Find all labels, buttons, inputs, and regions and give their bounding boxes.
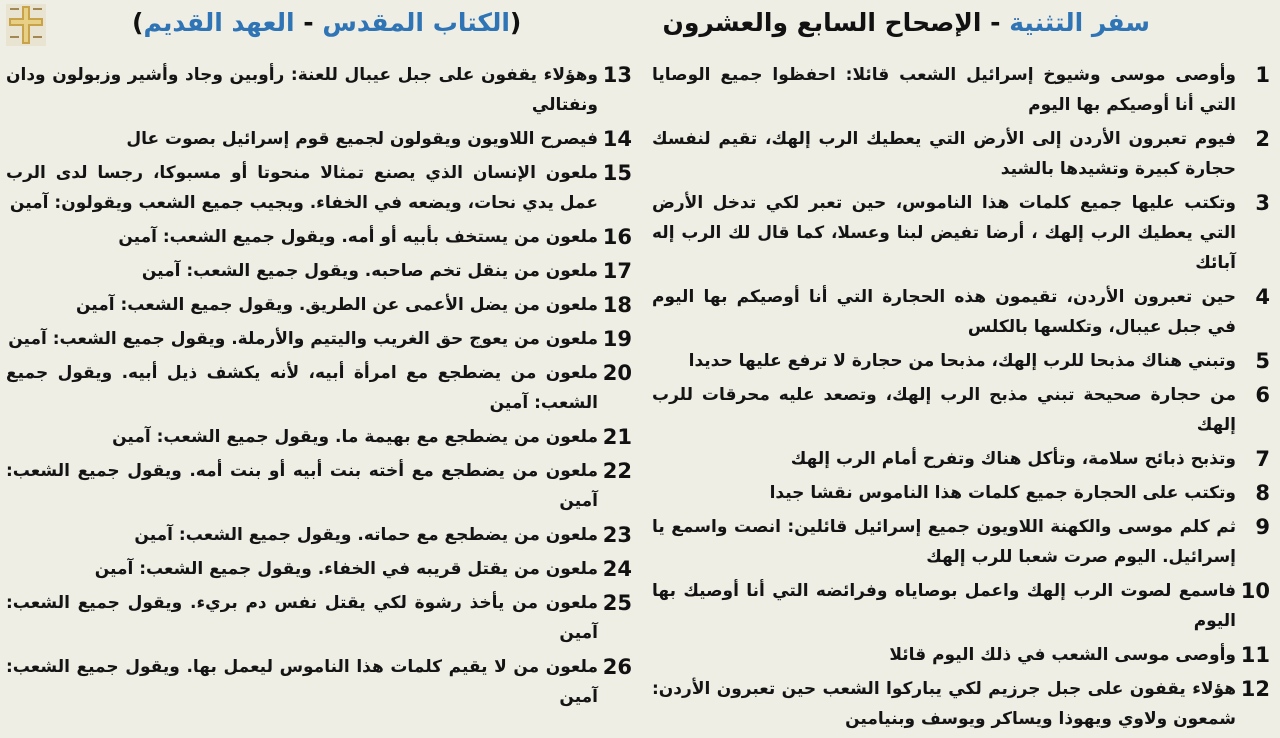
verse-text: ملعون من يقتل قريبه في الخفاء. ويقول جميع الشعب: آمين bbox=[94, 559, 598, 579]
verse-number: 26 bbox=[602, 655, 632, 679]
verse-row bbox=[6, 124, 632, 154]
verse-number: 25 bbox=[602, 591, 632, 615]
header bbox=[0, 0, 1280, 58]
verse-number: 7 bbox=[1255, 447, 1270, 471]
verse-row bbox=[6, 324, 632, 354]
verse-row bbox=[652, 124, 1270, 184]
verse-number: 22 bbox=[602, 459, 632, 483]
verse-row bbox=[6, 422, 632, 452]
verse-number: 2 bbox=[1255, 127, 1270, 151]
verse-text: حين تعبرون الأردن، تقيمون هذه الحجارة التي أنا أوصيكم بها اليوم في جبل عيبال، وتكلسها بالكلس bbox=[652, 287, 1236, 337]
verse-number: 20 bbox=[602, 361, 632, 385]
verse-number: 1 bbox=[1255, 63, 1270, 87]
bible-title bbox=[132, 8, 521, 37]
verse-row bbox=[6, 222, 632, 252]
verse-text: وتبني هناك مذبحا للرب إلهك، مذبحا من حجارة لا ترفع عليها حديدا bbox=[688, 351, 1236, 371]
verse-row bbox=[6, 256, 632, 286]
verse-text: من حجارة صحيحة تبني مذبح الرب إلهك، وتصعد عليه محرقات للرب إلهك bbox=[652, 385, 1236, 435]
verse-text: ملعون من يضطجع مع أخته بنت أبيه أو بنت أمه. ويقول جميع الشعب: آمين bbox=[6, 461, 598, 511]
verse-text: ملعون من يضل الأعمى عن الطريق. ويقول جميع الشعب: آمين bbox=[75, 295, 598, 315]
verse-number: 17 bbox=[602, 259, 632, 283]
verse-text: ملعون من يعوج حق الغريب واليتيم والأرملة. ويقول جميع الشعب: آمين bbox=[8, 329, 598, 349]
verse-row bbox=[652, 512, 1270, 572]
bible-title-close: ) bbox=[132, 8, 144, 37]
verse-text: فاسمع لصوت الرب إلهك واعمل بوصاياه وفرائضه التي أنا أوصيك بها اليوم bbox=[652, 581, 1236, 631]
verse-number: 9 bbox=[1255, 515, 1270, 539]
verse-row bbox=[652, 188, 1270, 278]
chapter-title: - الإصحاح السابع والعشرون bbox=[662, 8, 1010, 37]
verse-row bbox=[6, 158, 632, 218]
verse-number: 10 bbox=[1240, 579, 1270, 603]
verse-number: 5 bbox=[1255, 349, 1270, 373]
verse-number: 4 bbox=[1255, 285, 1270, 309]
verse-row bbox=[6, 554, 632, 584]
verse-text: ملعون من لا يقيم كلمات هذا الناموس ليعمل بها. ويقول جميع الشعب: آمين bbox=[6, 657, 598, 707]
verse-row bbox=[652, 380, 1270, 440]
verse-text: فيوم تعبرون الأردن إلى الأرض التي يعطيك الرب إلهك، تقيم لنفسك حجارة كبيرة وتشيدها بالشيد bbox=[652, 129, 1236, 179]
verse-row bbox=[652, 478, 1270, 508]
verse-text: ملعون من يأخذ رشوة لكي يقتل نفس دم بريء. ويقول جميع الشعب: آمين bbox=[6, 593, 598, 643]
verse-text: وتذبح ذبائح سلامة، وتأكل هناك وتفرح أمام الرب إلهك bbox=[790, 449, 1236, 469]
verse-number: 14 bbox=[602, 127, 632, 151]
verse-text: وتكتب على الحجارة جميع كلمات هذا الناموس نقشا جيدا bbox=[769, 483, 1236, 503]
verse-text: فيصرح اللاويون ويقولون لجميع قوم إسرائيل بصوت عال bbox=[126, 129, 598, 149]
verse-text: ملعون من ينقل تخم صاحبه. ويقول جميع الشعب: آمين bbox=[141, 261, 598, 281]
verse-text: ثم كلم موسى والكهنة اللاويون جميع إسرائيل قائلين: انصت واسمع يا إسرائيل. اليوم صرت شعبا للرب إلهك bbox=[652, 517, 1236, 567]
verse-number: 12 bbox=[1240, 677, 1270, 701]
verse-number: 11 bbox=[1240, 643, 1270, 667]
verse-text: وتكتب عليها جميع كلمات هذا الناموس، حين تعبر لكي تدخل الأرض التي يعطيك الرب إلهك ، أرضا تفيض لبنا وعسلا، كما قال لك الرب إله آبائك bbox=[652, 193, 1236, 273]
verses-column-left bbox=[6, 60, 632, 716]
verse-row bbox=[6, 456, 632, 516]
verse-row bbox=[652, 674, 1270, 734]
verse-row bbox=[652, 60, 1270, 120]
bible-title-separator: - bbox=[294, 8, 323, 37]
verse-number: 18 bbox=[602, 293, 632, 317]
verse-text: ملعون من يضطجع مع امرأة أبيه، لأنه يكشف ذيل أبيه. ويقول جميع الشعب: آمين bbox=[6, 363, 598, 413]
verse-number: 6 bbox=[1255, 383, 1270, 407]
verse-number: 21 bbox=[602, 425, 632, 449]
verse-number: 3 bbox=[1255, 191, 1270, 215]
verse-row bbox=[6, 652, 632, 712]
verse-row bbox=[6, 358, 632, 418]
verse-row bbox=[652, 640, 1270, 670]
bible-name: الكتاب المقدس bbox=[322, 8, 510, 37]
verse-text: هؤلاء يقفون على جبل جرزيم لكي يباركوا الشعب حين تعبرون الأردن: شمعون ولاوي ويهوذا ويساكر ويوسف وبنيامين bbox=[652, 679, 1236, 729]
verse-row bbox=[6, 588, 632, 648]
verse-number: 15 bbox=[602, 161, 632, 185]
verse-text: ملعون من يضطجع مع حماته. ويقول جميع الشعب: آمين bbox=[134, 525, 598, 545]
verse-number: 24 bbox=[602, 557, 632, 581]
verse-number: 8 bbox=[1255, 481, 1270, 505]
verse-row bbox=[652, 282, 1270, 342]
book-name: سفر التثنية bbox=[1009, 8, 1150, 37]
verse-number: 23 bbox=[602, 523, 632, 547]
verse-row bbox=[652, 444, 1270, 474]
verse-row bbox=[6, 520, 632, 550]
verse-text: وأوصى موسى الشعب في ذلك اليوم قائلا bbox=[889, 645, 1236, 665]
testament-name: العهد القديم bbox=[143, 8, 295, 37]
verse-row bbox=[6, 60, 632, 120]
verse-row bbox=[652, 346, 1270, 376]
bible-title-open: ( bbox=[509, 8, 522, 37]
verse-text: ملعون من يستخف بأبيه أو أمه. ويقول جميع الشعب: آمين bbox=[118, 227, 598, 247]
verse-text: وهؤلاء يقفون على جبل عيبال للعنة: رأوبين وجاد وأشير وزبولون ودان ونفتالي bbox=[6, 65, 598, 115]
verse-text: وأوصى موسى وشيوخ إسرائيل الشعب قائلا: احفظوا جميع الوصايا التي أنا أوصيكم بها اليوم bbox=[652, 65, 1236, 115]
verse-row bbox=[6, 290, 632, 320]
page-title bbox=[663, 8, 1150, 37]
verse-number: 19 bbox=[602, 327, 632, 351]
verse-text: ملعون الإنسان الذي يصنع تمثالا منحوتا أو مسبوكا، رجسا لدى الرب عمل يدي نحات، ويضعه في الخفاء. ويجيب جميع الشعب ويقولون: آمين bbox=[6, 163, 598, 213]
verse-text: ملعون من يضطجع مع بهيمة ما. ويقول جميع الشعب: آمين bbox=[112, 427, 598, 447]
verse-number: 13 bbox=[602, 63, 632, 87]
cross-logo-icon bbox=[6, 4, 46, 46]
verse-number: 16 bbox=[602, 225, 632, 249]
verse-row bbox=[652, 576, 1270, 636]
verses-column-right bbox=[652, 60, 1270, 738]
